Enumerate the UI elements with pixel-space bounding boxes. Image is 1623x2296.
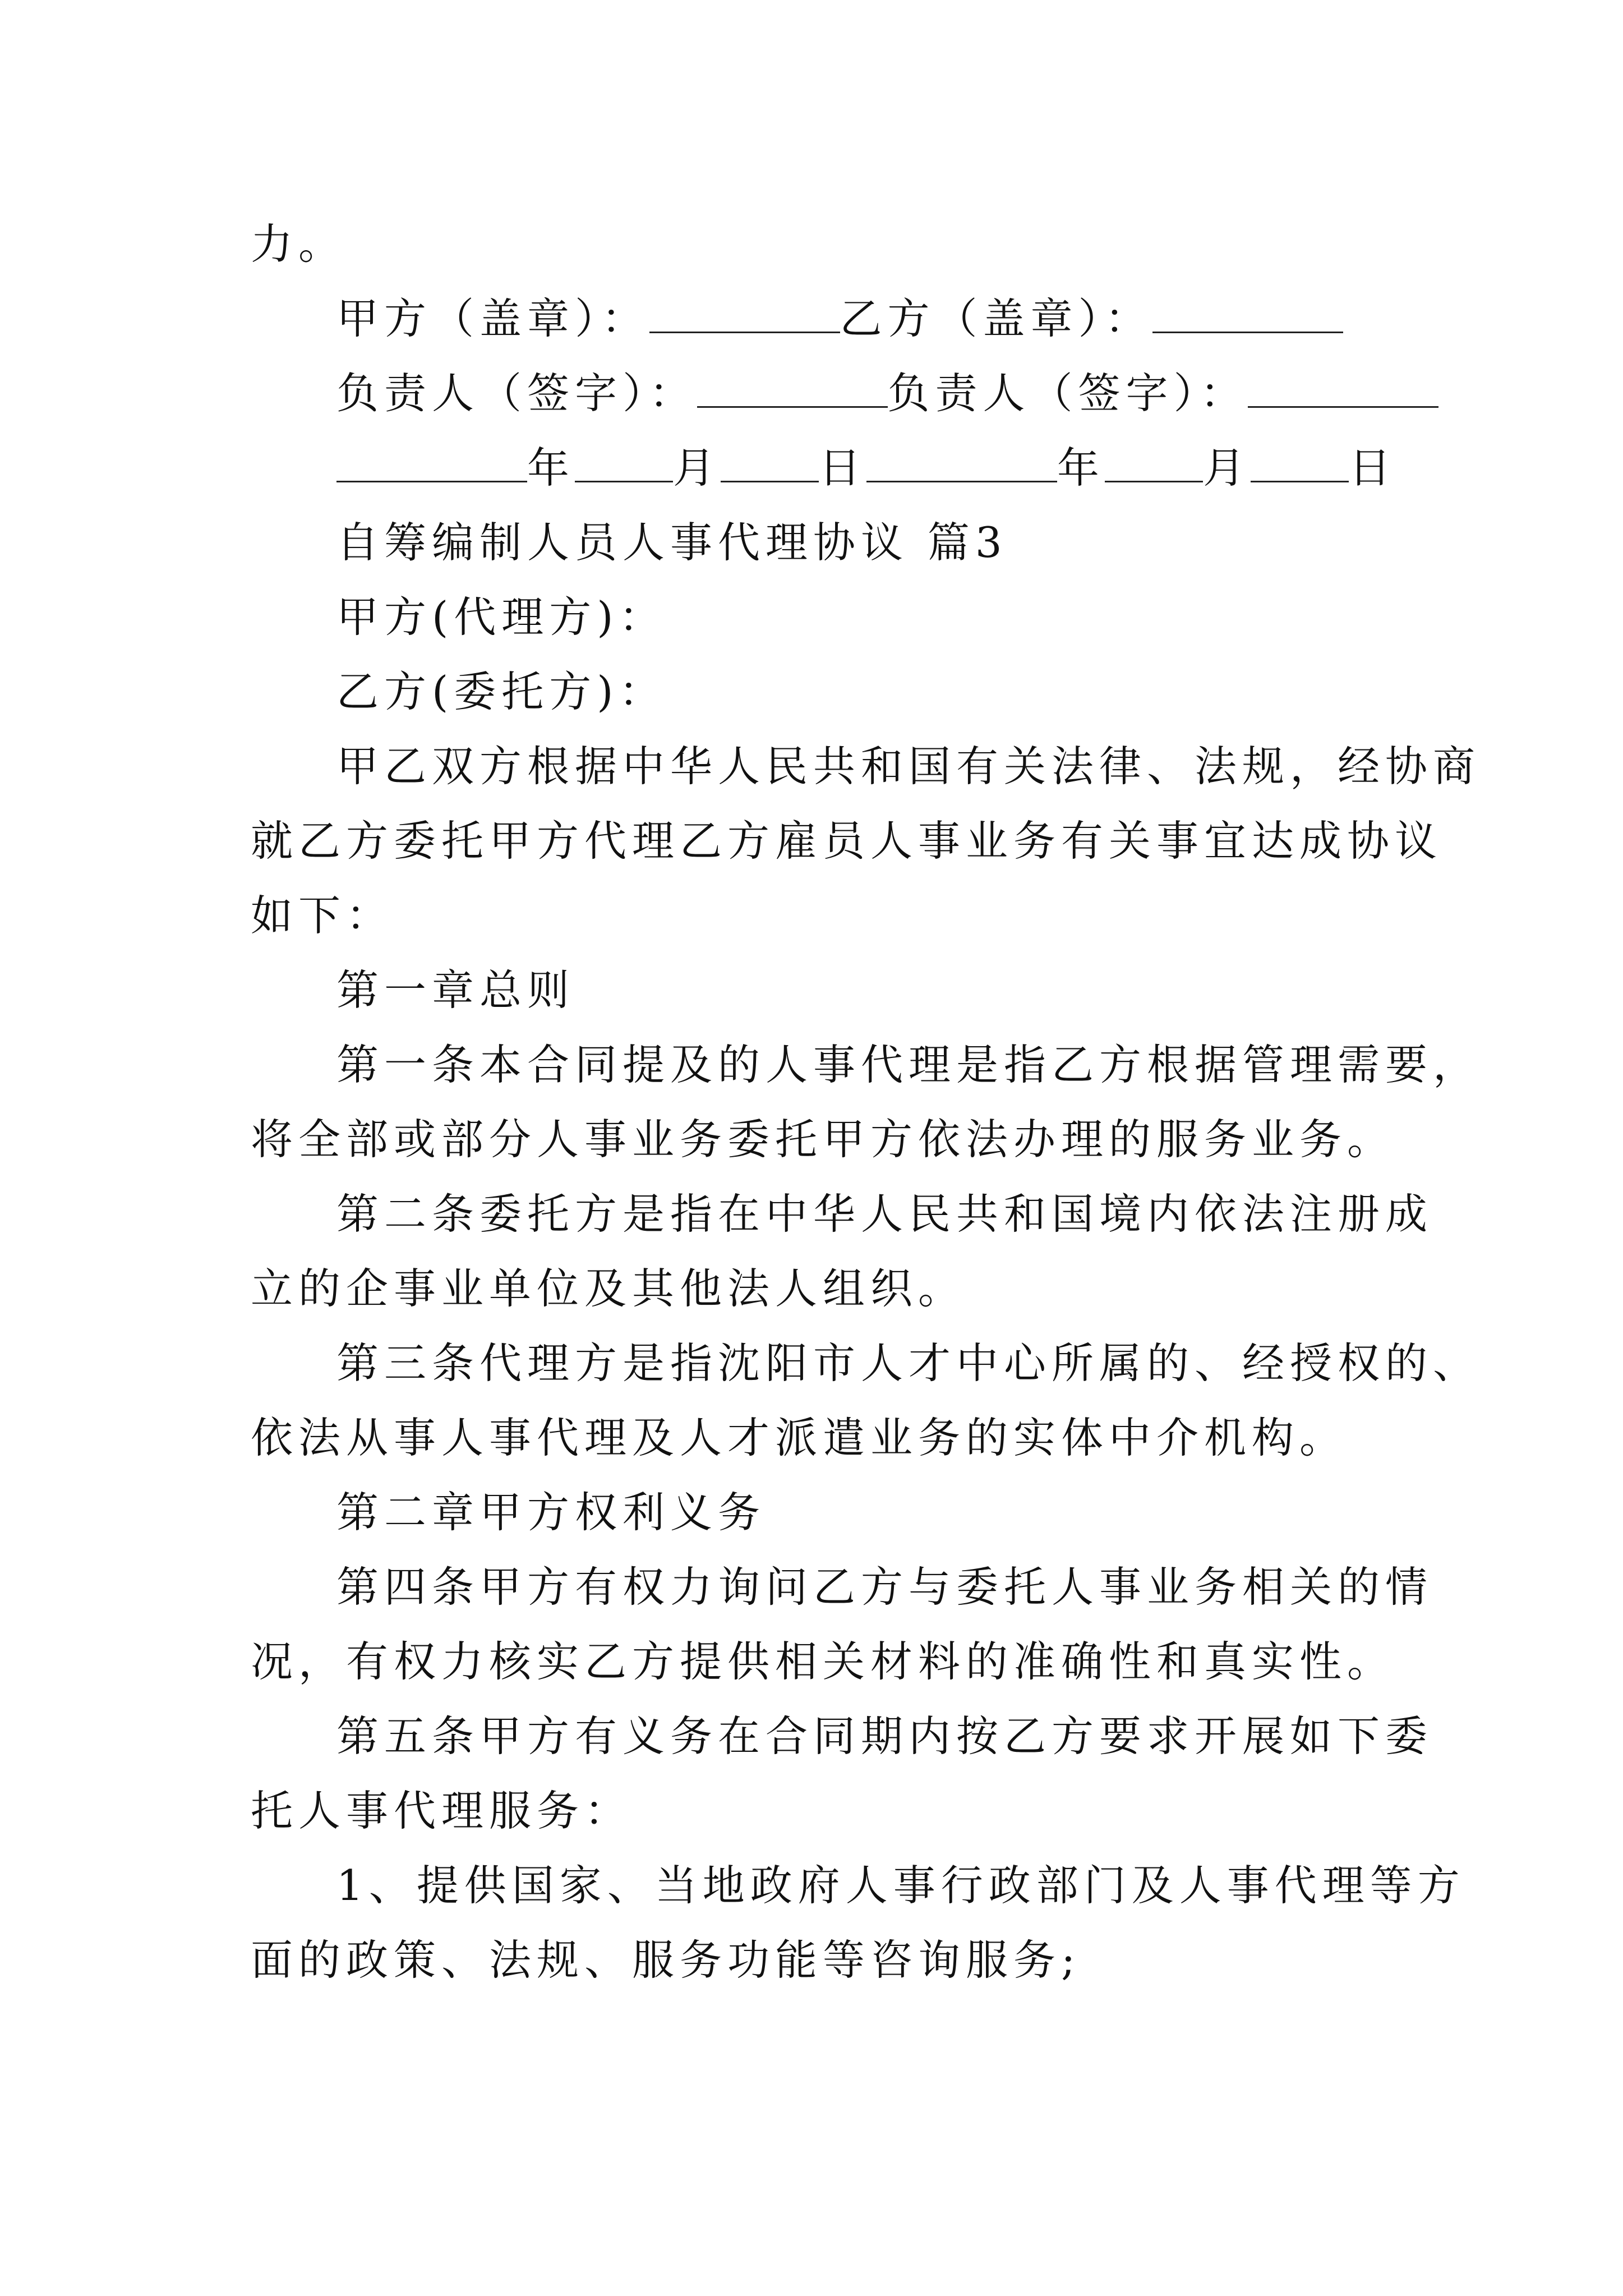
principal-b-label: 负责人（签字）： bbox=[887, 369, 1248, 418]
text-line: 1、提供国家、当地政府人事行政部门及人事代理等方 bbox=[336, 1861, 1465, 1910]
section-heading: 自筹编制人员人事代理协议 篇3 bbox=[336, 518, 1008, 567]
month-blank-a bbox=[575, 446, 673, 482]
text-line: 第一条本合同提及的人事代理是指乙方根据管理需要， bbox=[336, 1040, 1481, 1089]
party-b-seal-label: 乙方（盖章）： bbox=[840, 294, 1153, 343]
year-label: 年 bbox=[527, 443, 575, 493]
text-line: 托人事代理服务： bbox=[251, 1786, 633, 1835]
chapter-heading: 第二章甲方权利义务 bbox=[336, 1488, 766, 1537]
text-line: 力。 bbox=[251, 219, 347, 269]
year-label: 年 bbox=[1057, 443, 1105, 493]
date-line bbox=[336, 440, 1396, 496]
text-line: 立的企事业单位及其他法人组织。 bbox=[251, 1264, 966, 1313]
principal-a-label: 负责人（签字）： bbox=[336, 369, 697, 418]
day-blank-a bbox=[721, 446, 819, 482]
day-label: 日 bbox=[819, 443, 867, 493]
month-label: 月 bbox=[1203, 443, 1251, 493]
month-blank-b bbox=[1105, 446, 1203, 482]
principal-line bbox=[336, 365, 1438, 421]
principal-a-blank bbox=[697, 371, 888, 408]
text-line: 第三条代理方是指沈阳市人才中心所属的、经授权的、 bbox=[336, 1338, 1481, 1388]
year-blank-a bbox=[336, 446, 527, 482]
text-line: 就乙方委托甲方代理乙方雇员人事业务有关事宜达成协议 bbox=[251, 816, 1443, 866]
text-line: 面的政策、法规、服务功能等咨询服务; bbox=[251, 1935, 1081, 1985]
day-label: 日 bbox=[1349, 443, 1397, 493]
text-line: 将全部或部分人事业务委托甲方依法办理的服务业务。 bbox=[251, 1115, 1395, 1164]
text-line: 第五条甲方有义务在合同期内按乙方要求开展如下委 bbox=[336, 1711, 1433, 1761]
year-blank-b bbox=[866, 446, 1057, 482]
text-line: 乙方(委托方)： bbox=[336, 667, 667, 716]
text-line: 第四条甲方有权力询问乙方与委托人事业务相关的情 bbox=[336, 1562, 1433, 1612]
chapter-heading: 第一章总则 bbox=[336, 965, 575, 1015]
day-blank-b bbox=[1251, 446, 1349, 482]
text-line: 甲方(代理方)： bbox=[336, 592, 667, 642]
text-line: 如下： bbox=[251, 891, 394, 940]
party-a-seal-blank bbox=[649, 297, 840, 333]
text-line: 第二条委托方是指在中华人民共和国境内依法注册成 bbox=[336, 1189, 1433, 1239]
text-line: 况，有权力核实乙方提供相关材料的准确性和真实性。 bbox=[251, 1637, 1395, 1686]
principal-b-blank bbox=[1248, 371, 1438, 408]
party-a-seal-label: 甲方（盖章）： bbox=[336, 294, 649, 343]
text-line: 依法从事人事代理及人才派遣业务的实体中介机构。 bbox=[251, 1413, 1348, 1462]
seal-line bbox=[336, 291, 1343, 347]
party-b-seal-blank bbox=[1152, 297, 1343, 333]
text-line: 甲乙双方根据中华人民共和国有关法律、法规，经协商 bbox=[336, 742, 1481, 791]
month-label: 月 bbox=[673, 443, 721, 493]
